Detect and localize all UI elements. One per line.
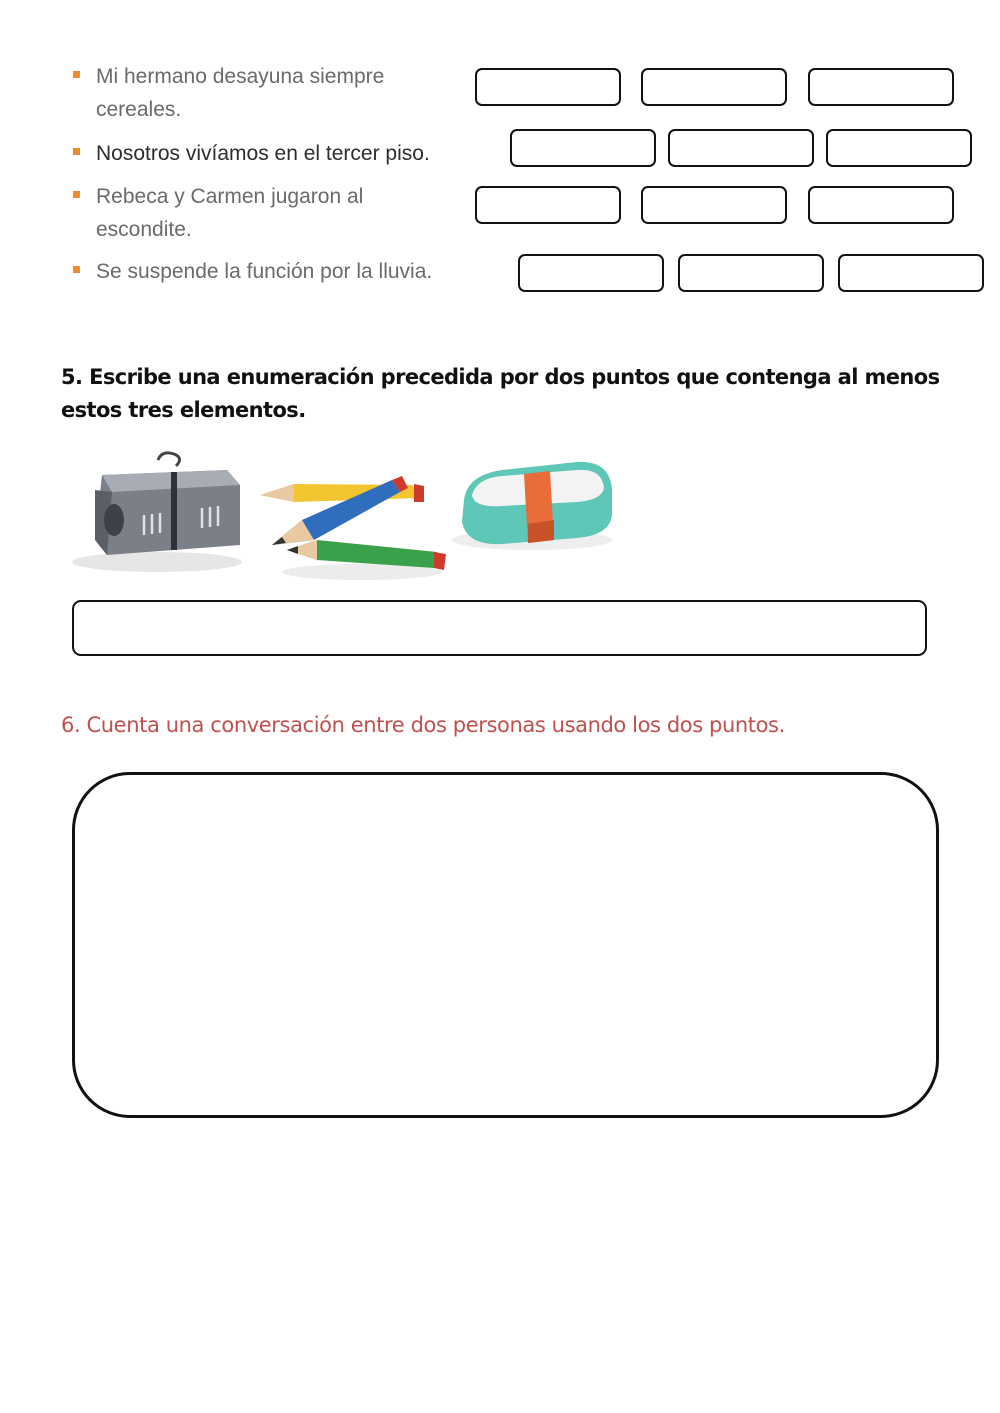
answer-box-2-2[interactable] [668, 129, 814, 167]
answer-box-1-2[interactable] [641, 68, 787, 106]
conversation-answer-field[interactable] [72, 772, 939, 1118]
sentence-2: Nosotros vivíamos en el tercer piso. [96, 142, 430, 165]
pencils-icon [260, 476, 446, 580]
enumeration-answer-field[interactable] [72, 600, 927, 656]
sharpener-icon [72, 453, 242, 572]
answer-box-3-3[interactable] [808, 186, 954, 224]
answer-box-4-2[interactable] [678, 254, 824, 292]
answer-box-4-1[interactable] [518, 254, 664, 292]
answer-box-3-2[interactable] [641, 186, 787, 224]
answer-box-1-3[interactable] [808, 68, 954, 106]
bullet-icon [73, 191, 80, 198]
eraser-icon [452, 462, 612, 550]
sentence-1: Mi hermano desayuna siempre cereales. [96, 65, 385, 121]
question-6-title: 6. Cuenta una conversación entre dos personas usando los dos puntos. [61, 713, 785, 737]
answer-box-2-3[interactable] [826, 129, 972, 167]
sentence-3: Rebeca y Carmen jugaron al escondite. [96, 185, 364, 241]
question-5-title-line2: estos tres elementos. [61, 398, 306, 422]
answer-box-2-1[interactable] [510, 129, 656, 167]
bullet-icon [73, 71, 80, 78]
sentence-4: Se suspende la función por la lluvia. [96, 260, 433, 283]
school-supplies-illustration [62, 440, 622, 590]
answer-box-1-1[interactable] [475, 68, 621, 106]
bullet-icon [73, 266, 80, 273]
question-5-title-line1: 5. Escribe una enumeración precedida por dos puntos que contenga al menos [61, 365, 940, 389]
answer-box-3-1[interactable] [475, 186, 621, 224]
answer-box-4-3[interactable] [838, 254, 984, 292]
bullet-icon [73, 148, 80, 155]
